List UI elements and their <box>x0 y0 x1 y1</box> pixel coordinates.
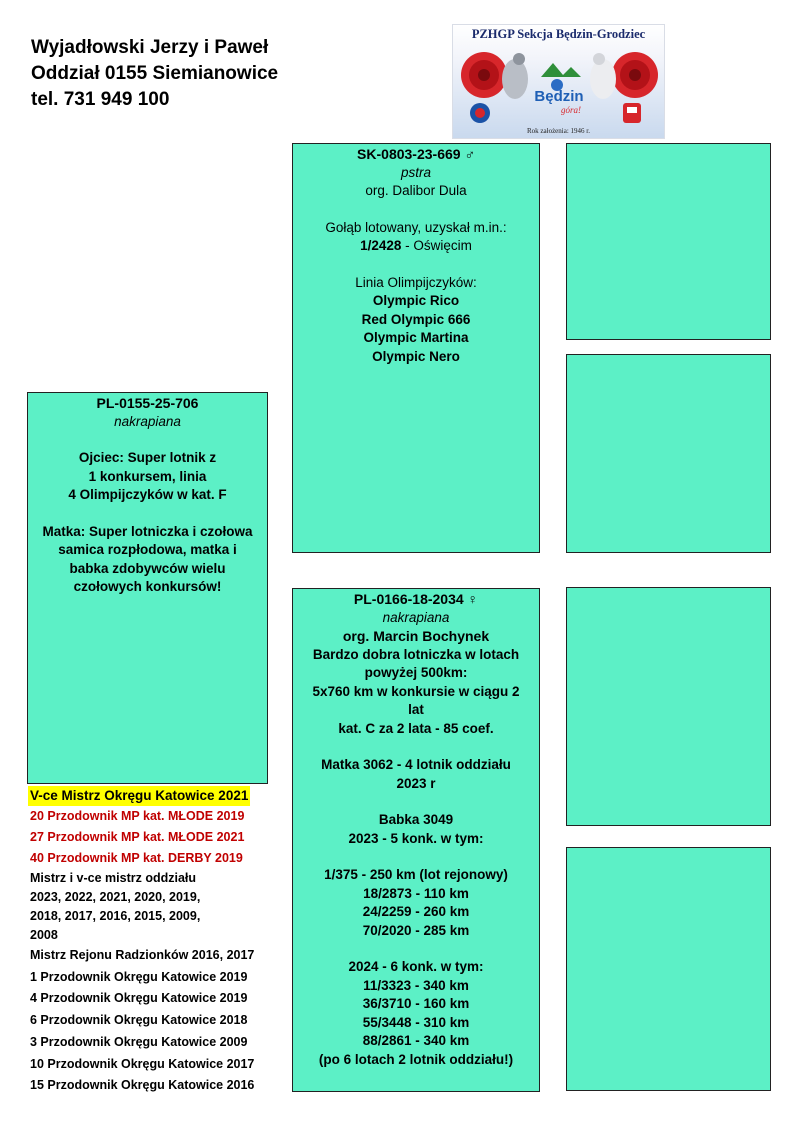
dam-desc: lat <box>408 702 424 717</box>
achievement-red: 40 Przodownik MP kat. DERBY 2019 <box>30 851 243 865</box>
achievement-item: 1 Przodownik Okręgu Katowice 2019 <box>30 969 248 984</box>
achievement-item: Mistrz Rejonu Radzionków 2016, 2017 <box>30 948 255 962</box>
achievement-mistrz: 2023, 2022, 2021, 2020, 2019, <box>30 890 201 904</box>
result-2024: 88/2861 - 340 km <box>362 1033 470 1048</box>
photo-placeholder <box>566 143 771 340</box>
branch-name: Oddział 0155 Siemianowice <box>31 63 279 84</box>
sire-line: Olympic Martina <box>363 330 469 345</box>
sire-line-label: Linia Olimpijczyków: <box>355 274 477 290</box>
sire-line: Red Olympic 666 <box>361 311 471 327</box>
result-2023: 24/2259 - 260 km <box>362 904 470 919</box>
section-logo <box>452 24 665 139</box>
dam-card <box>292 588 540 1092</box>
photo-placeholder <box>566 587 771 826</box>
logo-city: Będzin <box>534 88 584 105</box>
result-2023: 1/375 - 250 km (lot rejonowy) <box>324 867 508 882</box>
dam-mother: 2023 r <box>396 775 436 791</box>
sire-note: Gołąb lotowany, uzyskał m.in.: <box>325 219 507 235</box>
sire-ring: SK-0803-23-669 ♂ <box>357 146 475 162</box>
sire-color: pstra <box>400 164 431 180</box>
logo-title: PZHGP Sekcja Będzin-Grodziec <box>471 27 646 41</box>
result-2023: 18/2873 - 110 km <box>363 885 469 901</box>
sire-result <box>293 237 539 256</box>
achievement-item: 3 Przodownik Okręgu Katowice 2009 <box>30 1034 248 1049</box>
pigeon-ring: PL-0155-25-706 <box>96 395 199 411</box>
result-2024: 11/3323 - 340 km <box>363 977 469 993</box>
achievement-item: 10 Przodownik Okręgu Katowice 2017 <box>30 1056 255 1071</box>
result-2024: 2024 - 6 konk. w tym: <box>348 959 484 974</box>
pigeon-card <box>27 392 268 784</box>
achievement-item: 6 Przodownik Okręgu Katowice 2018 <box>30 1013 248 1028</box>
achievement-highlight: V-ce Mistrz Okręgu Katowice 2021 <box>28 786 250 806</box>
mother-desc: babka zdobywców wielu <box>69 560 226 576</box>
mother-desc: Matka: Super lotniczka i czołowa <box>42 523 253 539</box>
father-desc: 4 Olimpijczyków w kat. F <box>68 487 227 502</box>
father-desc: Ojciec: Super lotnik z <box>78 450 217 465</box>
dam-desc: Bardzo dobra lotniczka w lotach <box>312 646 520 662</box>
dam-mother: Matka 3062 - 4 lotnik oddziału <box>321 757 511 772</box>
logo-footer: Rok założenia: 1946 r. <box>527 127 590 135</box>
dam-grandmother: Babka 3049 <box>378 812 454 827</box>
dam-desc: kat. C za 2 lata - 85 coef. <box>338 720 494 736</box>
achievement-mistrz: 2008 <box>30 928 58 942</box>
achievement-red: 20 Przodownik MP kat. MŁODE 2019 <box>30 809 245 823</box>
result-2023: 70/2020 - 285 km <box>362 922 470 938</box>
mother-desc: czołowych konkursów! <box>73 579 222 594</box>
logo-graphic-icon <box>453 41 665 131</box>
dam-color: nakrapiana <box>382 609 450 625</box>
mother-desc: samica rozpłodowa, matka i <box>58 542 237 557</box>
photo-placeholder <box>566 354 771 553</box>
achievement-mistrz: 2018, 2017, 2016, 2015, 2009, <box>30 909 201 923</box>
dam-desc: 5x760 km w konkursie w ciągu 2 <box>312 683 520 699</box>
achievements-list <box>30 786 280 1097</box>
sire-line: Olympic Rico <box>372 293 460 308</box>
sire-line: Olympic Nero <box>372 348 460 364</box>
dam-ring: PL-0166-18-2034 ♀ <box>353 591 479 607</box>
sire-origin: org. Dalibor Dula <box>365 183 467 198</box>
sire-card <box>292 143 540 553</box>
achievement-item: 15 Przodownik Okręgu Katowice 2016 <box>30 1078 255 1093</box>
sire-result-place: 1/2428 <box>360 238 402 253</box>
result-2024: 55/3448 - 310 km <box>362 1014 470 1030</box>
dam-desc: powyżej 500km: <box>364 665 468 680</box>
result-2024: 36/3710 - 160 km <box>362 996 470 1011</box>
result-2024: (po 6 lotach 2 lotnik oddziału!) <box>318 1051 514 1067</box>
phone-number: tel. 731 949 100 <box>31 89 170 110</box>
achievement-mistrz: Mistrz i v-ce mistrz oddziału <box>30 871 197 885</box>
logo-subtitle: góra! <box>561 105 581 115</box>
father-desc: 1 konkursem, linia <box>88 468 207 484</box>
achievement-item: 4 Przodownik Okręgu Katowice 2019 <box>30 991 248 1006</box>
dam-origin: org. Marcin Bochynek <box>342 628 490 644</box>
photo-placeholder <box>566 847 771 1091</box>
pigeon-color: nakrapiana <box>114 413 181 429</box>
sire-result-place-name: - Oświęcim <box>401 238 472 253</box>
achievement-red: 27 Przodownik MP kat. MŁODE 2021 <box>30 830 245 844</box>
dam-grandmother: 2023 - 5 konk. w tym: <box>348 830 484 846</box>
breeder-header <box>31 35 278 113</box>
breeder-name: Wyjadłowski Jerzy i Paweł <box>31 37 269 58</box>
